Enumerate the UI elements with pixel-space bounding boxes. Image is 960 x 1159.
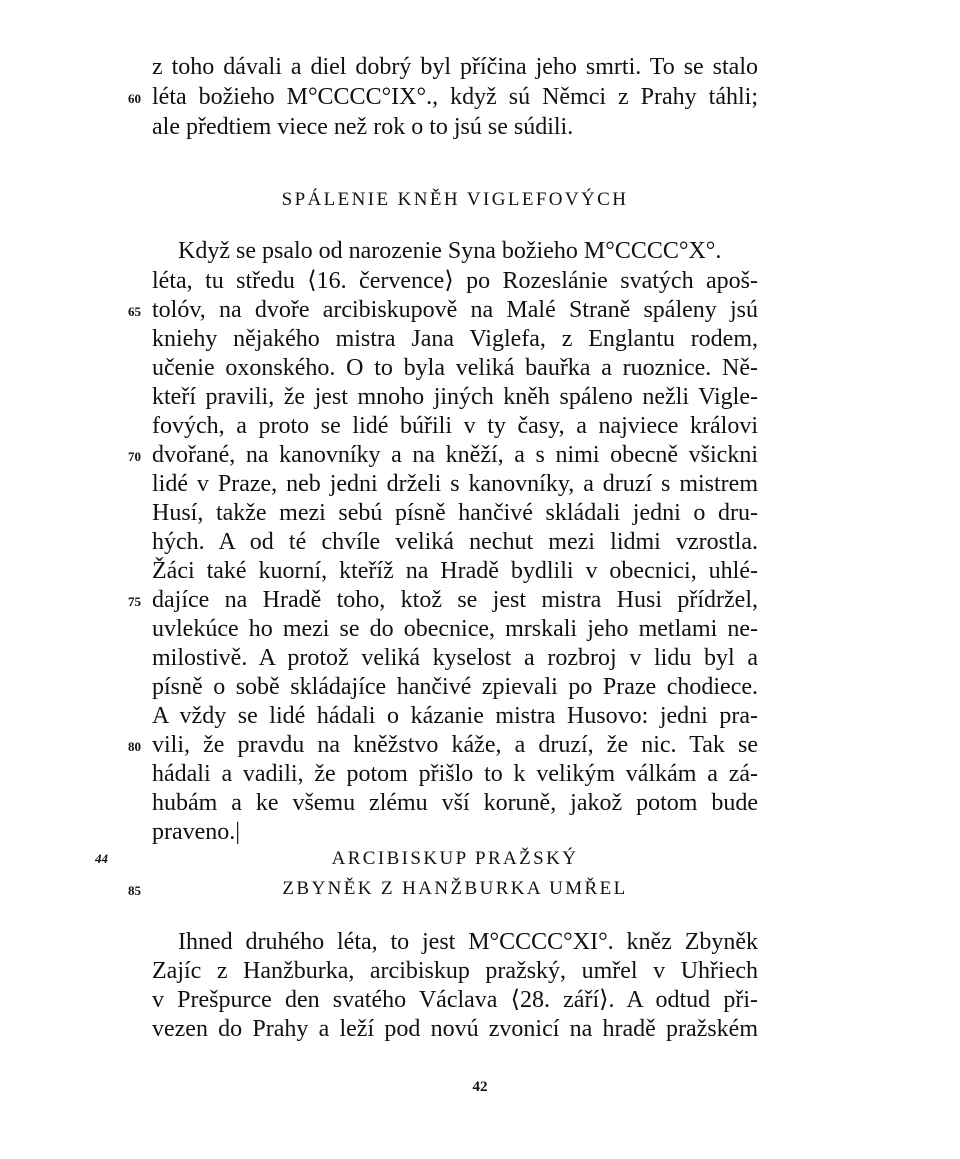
text-line: tolóv, na dvoře arcibiskupově na Malé Straně spáleny jsú <box>152 297 758 323</box>
text-line: léta božieho M°CCCC°IX°., když sú Němci z Prahy táhli; <box>152 84 758 110</box>
margin-note: 44 <box>95 851 108 866</box>
text-line: Ihned druhého léta, to jest M°CCCC°XI°. kněz Zbyněk <box>178 929 758 955</box>
line-number: 60 <box>128 91 141 106</box>
text-line: fových, a proto se lidé búřili v ty časy, a najviece královi <box>152 413 758 439</box>
line-number: 65 <box>128 304 141 319</box>
text-line: hých. A od té chvíle veliká nechut mezi lidmi vzrostla. <box>152 529 758 555</box>
text-line: vili, že pravdu na kněžstvo káže, a druzí, že nic. Tak se <box>152 732 758 758</box>
line-number: 75 <box>128 594 141 609</box>
text-line: milostivě. A protož veliká kyselost a rozbroj v lidu byl a <box>152 645 758 671</box>
text-line: ale předtiem viece než rok o to jsú se súdili. <box>152 114 574 140</box>
text-line: uvlekúce ho mezi se do obecnice, mrskali jeho metlami ne- <box>152 616 758 642</box>
text-line: praveno.| <box>152 819 241 845</box>
text-line: kteří pravili, že jest mnoho jiných kněh spáleno nežli Vigle- <box>152 384 758 410</box>
page-number: 42 <box>472 1079 488 1095</box>
text-line: Když se psalo od narozenie Syna božieho M°CCCC°X°. <box>178 238 722 264</box>
text-line: písně o sobě skládajíce hančivé zpievali po Praze chodiece. <box>152 674 758 700</box>
text-line: hubám a ke všemu zlému vší koruně, jakož potom bude <box>152 790 758 816</box>
section-heading: ZBYNĚK Z HANŽBURKA UMŘEL <box>282 878 628 899</box>
text-line: Husí, takže mezi sebú písně hančivé skládali jedni o dru- <box>152 500 758 526</box>
text-line: dajíce na Hradě toho, ktož se jest mistra Husi přídržel, <box>152 587 758 613</box>
text-line: lidé v Praze, neb jedni drželi s kanovníky, a druzí s mistrem <box>152 471 758 497</box>
text-line: Zajíc z Hanžburka, arcibiskup pražský, umřel v Uhřiech <box>152 958 758 984</box>
text-line: v Prešpurce den svatého Václava ⟨28. září⟩. A odtud při- <box>152 987 758 1013</box>
text-line: dvořané, na kanovníky a na kněží, a s nimi obecně všickni <box>152 442 758 468</box>
text-line: Žáci také kuorní, kteříž na Hradě bydlili v obecnici, uhlé- <box>152 558 758 584</box>
text-line: léta, tu středu ⟨16. července⟩ po Rozeslánie svatých apoš- <box>152 268 758 294</box>
text-line: vezen do Prahy a leží pod novú zvonicí na hradě pražském <box>152 1016 758 1042</box>
line-number: 85 <box>128 883 141 898</box>
line-number: 70 <box>128 449 141 464</box>
text-line: z toho dávali a diel dobrý byl příčina jeho smrti. To se stalo <box>152 54 758 80</box>
text-line: hádali a vadili, že potom přišlo to k velikým válkám a zá- <box>152 761 758 787</box>
text-line: učenie oxonského. O to byla veliká bauřka a ruoznice. Ně- <box>152 355 758 381</box>
text-line: kniehy nějakého mistra Jana Viglefa, z Englantu rodem, <box>152 326 758 352</box>
text-line: A vždy se lidé hádali o kázanie mistra Husovo: jedni pra- <box>152 703 758 729</box>
line-number: 80 <box>128 739 141 754</box>
section-heading: SPÁLENIE KNĚH VIGLEFOVÝCH <box>281 189 629 210</box>
section-heading: ARCIBISKUP PRAŽSKÝ <box>331 848 579 869</box>
